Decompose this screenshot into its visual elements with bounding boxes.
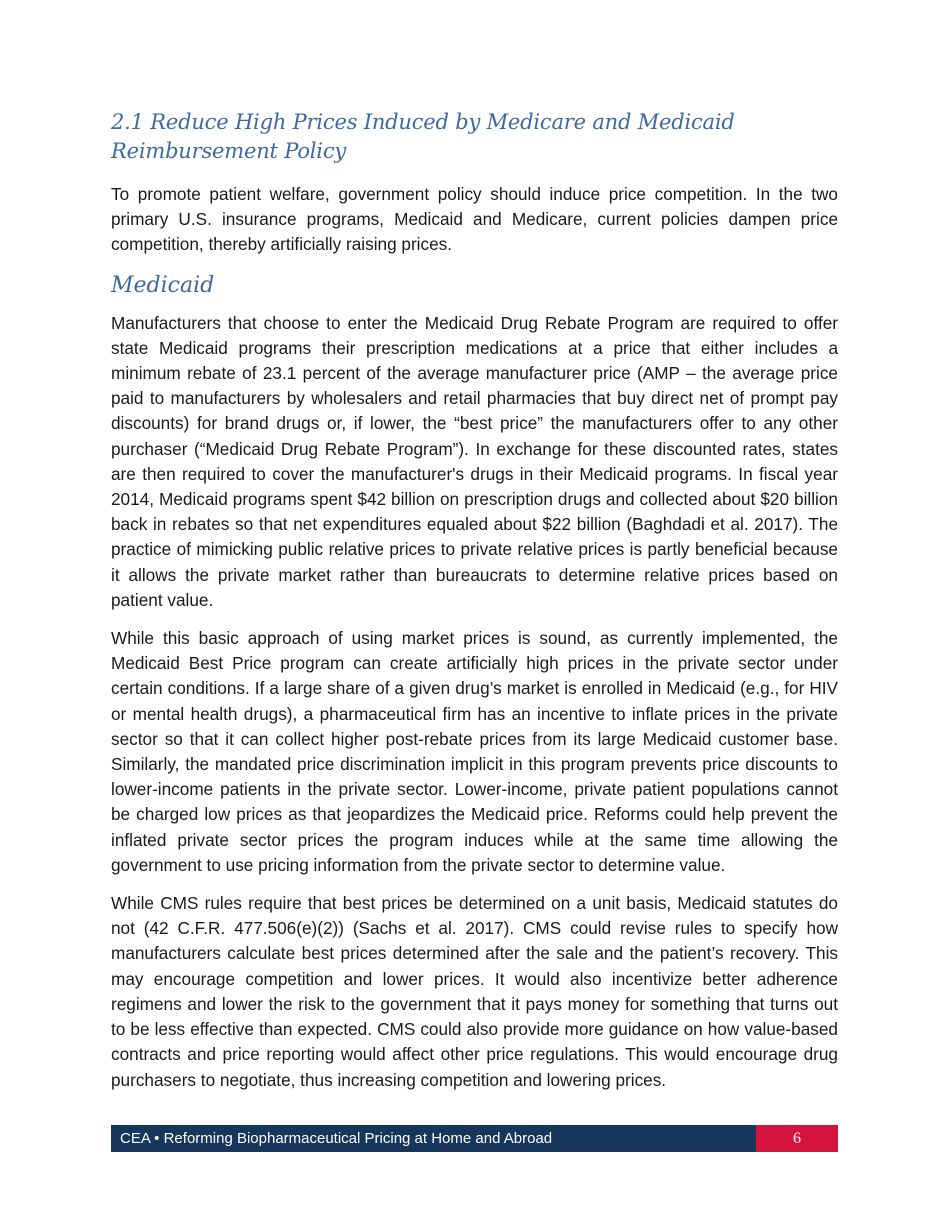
footer-title: CEA • Reforming Biopharmaceutical Pricing at Home and Abroad [111, 1125, 756, 1152]
subsection-title-medicaid: Medicaid [111, 272, 215, 298]
medicaid-paragraph-1: Manufacturers that choose to enter the Medicaid Drug Rebate Program are required to offer state Medicaid programs their prescription medications at a price that either includes a minimum rebate of 23.1 percent of the average manufacturer price (AMP – the average price paid to manufacturers by wholesalers and retail pharmacies that buy direct net of prompt pay discounts) for brand drugs or, if lower, the “best price” the manufacturers offer to any other purchaser (“Medicaid Drug Rebate Program”). In exchange for these discounted rates, states are then required to cover the manufacturer's drugs in their Medicaid programs. In fiscal year 2014, Medicaid programs spent $42 billion on prescription drugs and collected about $20 billion back in rebates so that net expenditures equaled about $22 billion (Baghdadi et al. 2017). The practice of mimicking public relative prices to private relative prices is partly beneficial because it allows the private market rather than bureaucrats to determine relative prices based on patient value. [111, 312, 838, 610]
medicaid-paragraph-2: While this basic approach of using market prices is sound, as currently implemented, the Medicaid Best Price program can create artificially high prices in the private sector under certain conditions. If a large share of a given drug’s market is enrolled in Medicaid (e.g., for HIV or mental health drugs), a pharmaceutical firm has an incentive to inflate prices in the private sector so that it can collect higher post-rebate prices from its large Medicaid customer base. Similarly, the mandated price discrimination implicit in this program prevents price discounts to lower-income patients in the private sector. Lower-income, private patient populations cannot be charged low prices as that jeopardizes the Medicaid price. Reforms could help prevent the inflated private sector prices the program induces while at the same time allowing the government to use pricing information from the private sector to determine value. [111, 628, 838, 875]
page-number: 6 [756, 1125, 838, 1152]
intro-paragraph: To promote patient welfare, government policy should induce price competition. In the two primary U.S. insurance programs, Medicaid and Medicare, current policies dampen price competition, thereby artificially raising prices. [111, 184, 838, 255]
page-footer [111, 1125, 838, 1152]
document-page [111, 108, 838, 1106]
medicaid-paragraph-3: While CMS rules require that best prices be determined on a unit basis, Medicaid statutes do not (42 C.F.R. 477.506(e)(2)) (Sachs et al. 2017). CMS could revise rules to specify how manufacturers calculate best prices determined after the sale and the patient’s recovery. This may encourage competition and lower prices. It would also incentivize better adherence regimens and lower the risk to the government that it pays money for something that turns out to be less effective than expected. CMS could also provide more guidance on how value-based contracts and price reporting would affect other price regulations. This would encourage drug purchasers to negotiate, thus increasing competition and lowering prices. [111, 893, 838, 1090]
section-title: 2.1 Reduce High Prices Induced by Medicare and Medicaid Reimbursement Policy [111, 110, 735, 163]
